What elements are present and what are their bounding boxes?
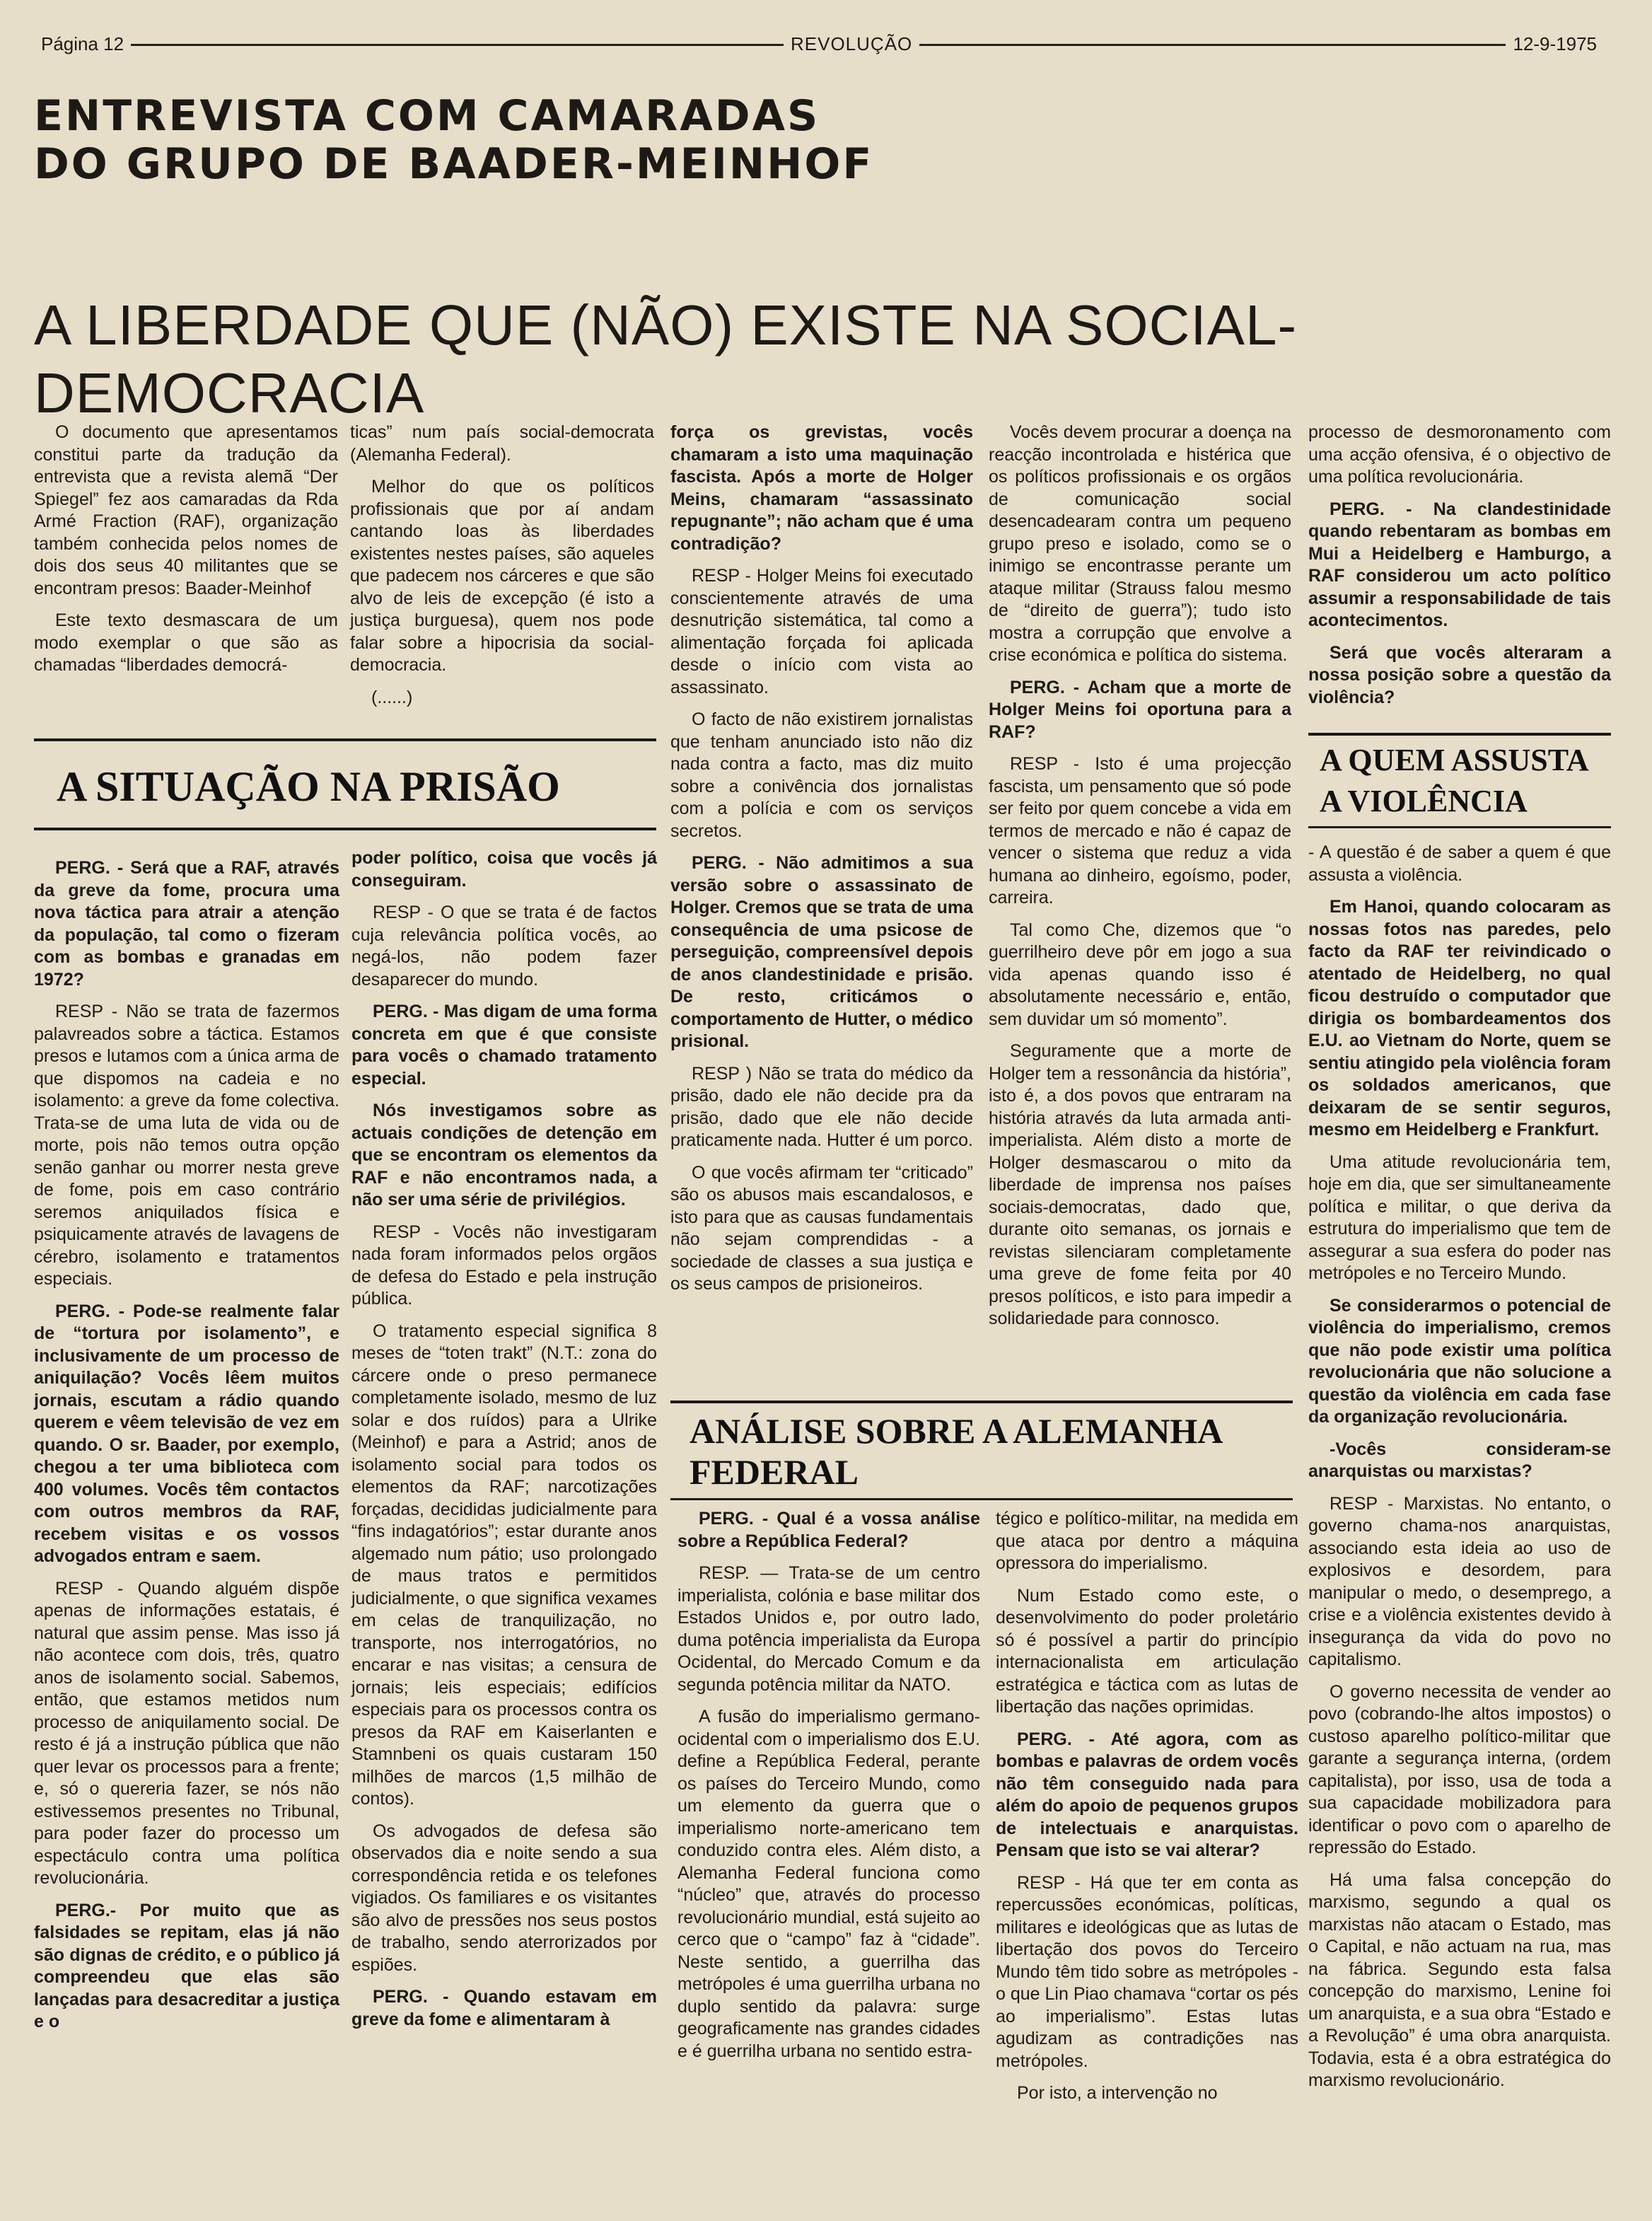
paragraph: ticas” num país social-democrata (Alemanha Federal).	[350, 422, 654, 465]
paragraph: poder político, coisa que vocês já conseguiram.	[351, 848, 657, 891]
intro-column-2	[350, 422, 654, 719]
paragraph: O tratamento especial significa 8 meses de “toten trakt” (N.T.: zona do cárcere onde o preso permanece completamente isolado, mesmo de luz solar e dos ruídos) para a Ulrike (Meinhof) e para a Astrid; anos de isolamento social para todos os elementos da RAF; narcotizações forçadas, decididas judicialmente para “fins indagatórios”; estar durante anos algemado num pátio; uso prolongado de maus tratos e permitidos judicialmente, o que significa vexames em celas de tranquilização, no transporte, nos interrogatórios, no encarar e nas visitas; a censura de jornais; leis especiais; edifícios especiais para os processos contra os presos da RAF em Kaiserlanten e Stamnbeni os quais custaram 150 milhões de marcos (1,5 milhão de contos).	[351, 1321, 657, 1809]
paragraph: Tal como Che, dizemos que “o guerrilheiro deve pôr em jogo a sua vida apenas quando isso é absolutamente necessário e, então, sem duvidar um só momento”.	[989, 920, 1291, 1029]
paragraph: RESP - Não se trata de fazermos palavreados sobre a táctica. Estamos presos e lutamos com a única arma de que dispomos na cadeia e no isolamento: a greve da fome colectiva. Trata-se de uma luta de vida ou de morte, pois não temos outra opção senão ganhar ou morrer nesta greve de fome, pois em caso contrário seremos aniquilados física e psiquicamente através de lavagens de cérebro, isolamento e tratamentos especiais.	[34, 1002, 339, 1289]
paragraph: força os grevistas, vocês chamaram a isto uma maquinação fascista. Após a morte de Holger Meins, chamaram “assassinato repugnante”; não acham que é uma contradição?	[670, 422, 973, 554]
paragraph: O governo necessita de vender ao povo (cobrando-lhe altos impostos) o custoso aparelho político-militar que garante a segurança interna, (ordem capitalista), por isso, usa de toda a sua capacidade mobilizadora para identificar o povo com o aparelho de repressão do Estado.	[1308, 1681, 1611, 1857]
prisao-column-1	[34, 857, 339, 2043]
paragraph: PERG. - Na clandestinidade quando rebentaram as bombas em Mui a Heidelberg e Hamburgo, a RAF considerou um acto político assumir a responsabilidade de tais acontecimentos.	[1308, 499, 1611, 630]
paragraph: Os advogados de defesa são observados dia e noite sendo a sua correspondência retida e os telefones vigiados. Os familiares e os visitantes são alvo de pressões nos seus postos de trabalho, sendo aterrorizados por espiões.	[351, 1821, 657, 1975]
paragraph: O documento que apresentamos constitui parte da tradução da entrevista que a revista alemã “Der Spiegel” fez aos camaradas da Rda Armé Fraction (RAF), organização também conhecida pelos nomes de dois dos seus 40 militantes que se encontram presos: Baader-Meinhof	[34, 422, 338, 598]
paragraph: - A questão é de saber a quem é que assusta a violência.	[1308, 842, 1611, 885]
kicker-line-2: DO GRUPO DE BAADER-MEINHOF	[34, 139, 874, 189]
section-rule	[34, 738, 656, 741]
paragraph: RESP - Holger Meins foi executado conscientemente através de uma desnutrição sistemática, tal como a alimentação forçada foi aplicada desde o início com vista ao assassinato.	[670, 566, 973, 697]
newspaper-name: REVOLUÇÃO	[784, 27, 919, 61]
paragraph: tégico e político-militar, na medida em que ataca por dentro a máquina opressora do imperialismo.	[996, 1509, 1298, 1573]
paragraph: Vocês devem procurar a doença na reacção incontrolada e histérica que os políticos profissionais e os orgãos de comunicação social desencadearam contra um pequeno grupo preso e isolado, como se o inimigo se encontrasse perante um ataque militar (Strauss falou mesmo de “direito de guerra”); tudo isto mostra a corrupção que envolve a crise económica e política do sistema.	[989, 422, 1291, 665]
section-title-alemanha-line-1: ANÁLISE SOBRE A ALEMANHA	[690, 1411, 1223, 1451]
article-column-5	[1308, 422, 1611, 719]
section-rule	[34, 828, 656, 830]
paragraph: Este texto desmascara de um modo exemplar o que são as chamadas “liberdades democrá-	[34, 610, 338, 675]
main-headline: A LIBERDADE QUE (NÃO) EXISTE NA SOCIAL-DEMOCRACIA	[34, 294, 1298, 424]
paragraph: RESP - Isto é uma projecção fascista, um pensamento que só pode ser feito por quem concebe a vida em termos de mercado e não é capaz de vencer o sistema que reduz a vida humana ao dinheiro, egoísmo, poder, carreira.	[989, 754, 1291, 907]
page-header	[34, 27, 1604, 61]
paragraph: O que vocês afirmam ter “criticado” são os abusos mais escandalosos, e isto para que as causas fundamentais não sejam comprendidas - a sociedade de classes a sua justiça e os seus campos de prisioneiros.	[670, 1162, 973, 1294]
paragraph: RESP ) Não se trata do médico da prisão, dado ele não decide pra da prisão, dado que ele não decide praticamente nada. Hutter é um porco.	[670, 1063, 974, 1150]
section-rule	[670, 1401, 1293, 1403]
paragraph: PERG. - Até agora, com as bombas e palavras de ordem vocês não têm conseguido nada para além do apoio de pequenos grupos de intelectuais e anarquistas. Pensam que isto se vai alterar?	[996, 1729, 1298, 1860]
paragraph: Seguramente que a morte de Holger tem a ressonância da história”, isto é, a dos povos que entraram na história através da luta armada anti-imperialista. Além disto a morte de Holger desmascarou o mito da liberdade de imprensa nos países sociais-democratas, dado que, durante oito semanas, os jornais e revistas silenciaram completamente uma greve de fome feita por 40 presos políticos, e isto para impedir a solidariedade para connosco.	[989, 1041, 1291, 1328]
paragraph: Uma atitude revolucionária tem, hoje em dia, que ser simultaneamente política e militar, o que deriva da estrutura do imperialismo que tem de assegurar a sua esfera do poder nas metrópoles e no Terceiro Mundo.	[1308, 1152, 1611, 1283]
prisao-column-2	[351, 847, 657, 2041]
paragraph: PERG. - Qual é a vossa análise sobre a República Federal?	[677, 1509, 980, 1551]
section-title-alemanha	[690, 1410, 1291, 1492]
paragraph: Em Hanoi, quando colocaram as nossas fotos nas paredes, pelo facto da RAF ter reivindicado o atentado de Heidelberg, no qual ficou destruído o computador que dirigia os bombardeamentos dos E.U. ao Vietnam do Norte, quem se sentiu atingido pela violência foram os soldados americanos, que deixaram de se sentir seguros, mesmo em Heidelberg e Frankfurt.	[1308, 897, 1611, 1140]
article-column-3	[670, 422, 973, 1306]
section-rule	[1308, 826, 1611, 828]
paragraph: RESP - Há que ter em conta as repercussões económicas, políticas, militares e ideológicas que as lutas de libertação dos povos do Terceiro Mundo têm tido sobre as metrópoles - o que Lin Piao chamava “cortar os pés ao imperialismo”. Estas lutas agudizam as contradições nas metrópoles.	[996, 1872, 1299, 2071]
paragraph: O facto de não existirem jornalistas que tenham anunciado isto não diz nada contra a facto, mas diz muito sobre a conivência dos jornalistas com a polícia e com os serviços secretos.	[670, 709, 973, 841]
page-number: Página 12	[34, 27, 131, 61]
kicker-line-1: ENTREVISTA COM CAMARADAS	[34, 91, 820, 141]
section-title-violencia	[1320, 740, 1617, 822]
paragraph: (......)	[371, 687, 413, 707]
kicker-title	[34, 92, 1024, 188]
paragraph: PERG. - Acham que a morte de Holger Meins foi oportuna para a RAF?	[989, 677, 1291, 742]
alemanha-column-2	[996, 1508, 1298, 2115]
paragraph: Num Estado como este, o desenvolvimento do poder proletário só é possível a partir do princípio internacionalista em articulação estratégica e táctica com as lutas de libertação das nações oprimidas.	[996, 1585, 1298, 1717]
article-column-4	[989, 422, 1291, 1340]
intro-column-1	[34, 422, 338, 687]
paragraph: RESP - O que se trata é de factos cuja relevância política vocês, ao negá-los, não podem fazer desaparecer do mundo.	[351, 903, 657, 990]
paragraph: A fusão do imperialismo germano-ocidental com o imperialismo dos E.U. define a República Federal, perante os países do Terceiro Mundo, como um elemento da guerra que o imperialismo norte-americano tem conduzido contra eles. Além disto, a Alemanha Federal funciona como “núcleo” que, através do processo revolucionário mundial, está sujeito ao cerco que o “campo” faz à “cidade”. Neste sentido, a guerrilha das metrópoles é uma guerrilha urbana no duplo sentido da palavra: surge geograficamente nas grandes cidades e é guerrilha urbana no sentido estra-	[677, 1707, 980, 2061]
section-rule	[1308, 733, 1611, 736]
paragraph: PERG. - Não admitimos a sua versão sobre o assassinato de Holger. Cremos que se trata de uma consequência de uma psicose de perseguição, compreensível depois de anos clandestinidade e prisão. De resto, criticámos o comportamento de Hutter, o médico prisional.	[670, 853, 973, 1051]
violencia-column	[1308, 842, 1611, 2102]
issue-date: 12-9-1975	[1506, 27, 1604, 61]
paragraph: Melhor do que os políticos profissionais que por aí andam cantando loas às liberdades existentes nestes países, são aqueles que padecem nos cárceres e que são alvo de leis de excepção (é isto a justiça burguesa), quem nos pode falar sobre a hipocrisia da social-democracia.	[350, 477, 654, 675]
paragraph: processo de desmoronamento com uma acção ofensiva, é o objectivo de uma política revolucionária.	[1308, 422, 1611, 487]
section-title-violencia-line-2: A VIOLÊNCIA	[1320, 784, 1528, 818]
section-title-alemanha-line-2: FEDERAL	[690, 1452, 859, 1492]
paragraph: PERG. - Pode-se realmente falar de “tortura por isolamento”, e inclusivamente de um processo de aniquilação? Vocês lêem muitos jornais, escutam a rádio quando querem e vêem televisão de vez em quando. O sr. Baader, por exemplo, chegou a ter uma biblioteca com 400 volumes. Vocês têm contactos com outros membros da RAF, recebem visitas e os vossos advogados entram e saem.	[34, 1301, 339, 1566]
paragraph: RESP - Marxistas. No entanto, o governo chama-nos anarquistas, associando esta ideia ao uso de explosivos e desordem, para manipular o medo, o desemprego, a crise e a violência existentes devido à insegurança da vida do povo no capitalismo.	[1308, 1493, 1611, 1669]
alemanha-column-1	[677, 1508, 980, 2072]
paragraph: Há uma falsa concepção do marxismo, segundo a qual os marxistas não atacam o Estado, mas o Capital, e não actuam na rua, mas na fábrica. Segundo esta falsa concepção do marxismo, Lenine foi um anarquista, e a sua obra “Estado e a Revolução” é uma obra anarquista. Todavia, esta é a obra estratégica do marxismo revolucionário.	[1308, 1869, 1611, 2090]
section-rule	[670, 1498, 1293, 1500]
paragraph: PERG.- Por muito que as falsidades se repitam, elas já não são dignas de crédito, e o público já compreendeu que elas são lançadas para desacreditar a justiça e o	[34, 1900, 339, 2031]
paragraph: RESP. — Trata-se de um centro imperialista, colónia e base militar dos Estados Unidos e, por outro lado, duma potência imperialista da Europa Ocidental, do Mercado Comum e da segunda potência militar da NATO.	[677, 1563, 980, 1695]
paragraph: Será que vocês alteraram a nossa posição sobre a questão da violência?	[1308, 642, 1611, 707]
paragraph: Se considerarmos o potencial de violência do imperialismo, cremos que não pode existir uma política revolucionária que não solucione a questão da violência em cada fase da organização revolucionária.	[1308, 1295, 1611, 1427]
section-title-prisao: A SITUAÇÃO NA PRISÃO	[57, 763, 560, 810]
paragraph: PERG. - Será que a RAF, através da greve da fome, procura uma nova táctica para atrair a atenção da população, tal como o fizeram com as bombas e granadas em 1972?	[34, 858, 339, 990]
paragraph: Por isto, a intervenção no	[1017, 2083, 1218, 2103]
section-title-violencia-line-1: A QUEM ASSUSTA	[1320, 743, 1589, 777]
paragraph: RESP - Vocês não investigaram nada foram informados pelos orgãos de defesa do Estado e pela instrução pública.	[351, 1222, 657, 1309]
paragraph: PERG. - Mas digam de uma forma concreta em que é que consiste para vocês o chamado tratamento especial.	[351, 1002, 657, 1089]
paragraph: RESP - Quando alguém dispõe apenas de informações estatais, é natural que assim pense. Mas isso já não acontece com dois, três, quatro anos de isolamento social. Sabemos, então, que estamos metidos num processo de aniquilamento social. De resto é já a instrução pública que não quer levar os processos para a frente; e, só o quereria fazer, se nós não estivessemos presentes no Tribunal, para poder fazer do processo um espectáculo contra uma política revolucionária.	[34, 1578, 339, 1888]
paragraph: Nós investigamos sobre as actuais condições de detenção em que se encontram os elementos da RAF e não encontramos nada, a não ser uma série de privilégios.	[351, 1101, 657, 1210]
paragraph: -Vocês consideram-se anarquistas ou marxistas?	[1308, 1439, 1611, 1481]
paragraph: PERG. - Quando estavam em greve da fome e alimentaram à	[351, 1987, 657, 2029]
